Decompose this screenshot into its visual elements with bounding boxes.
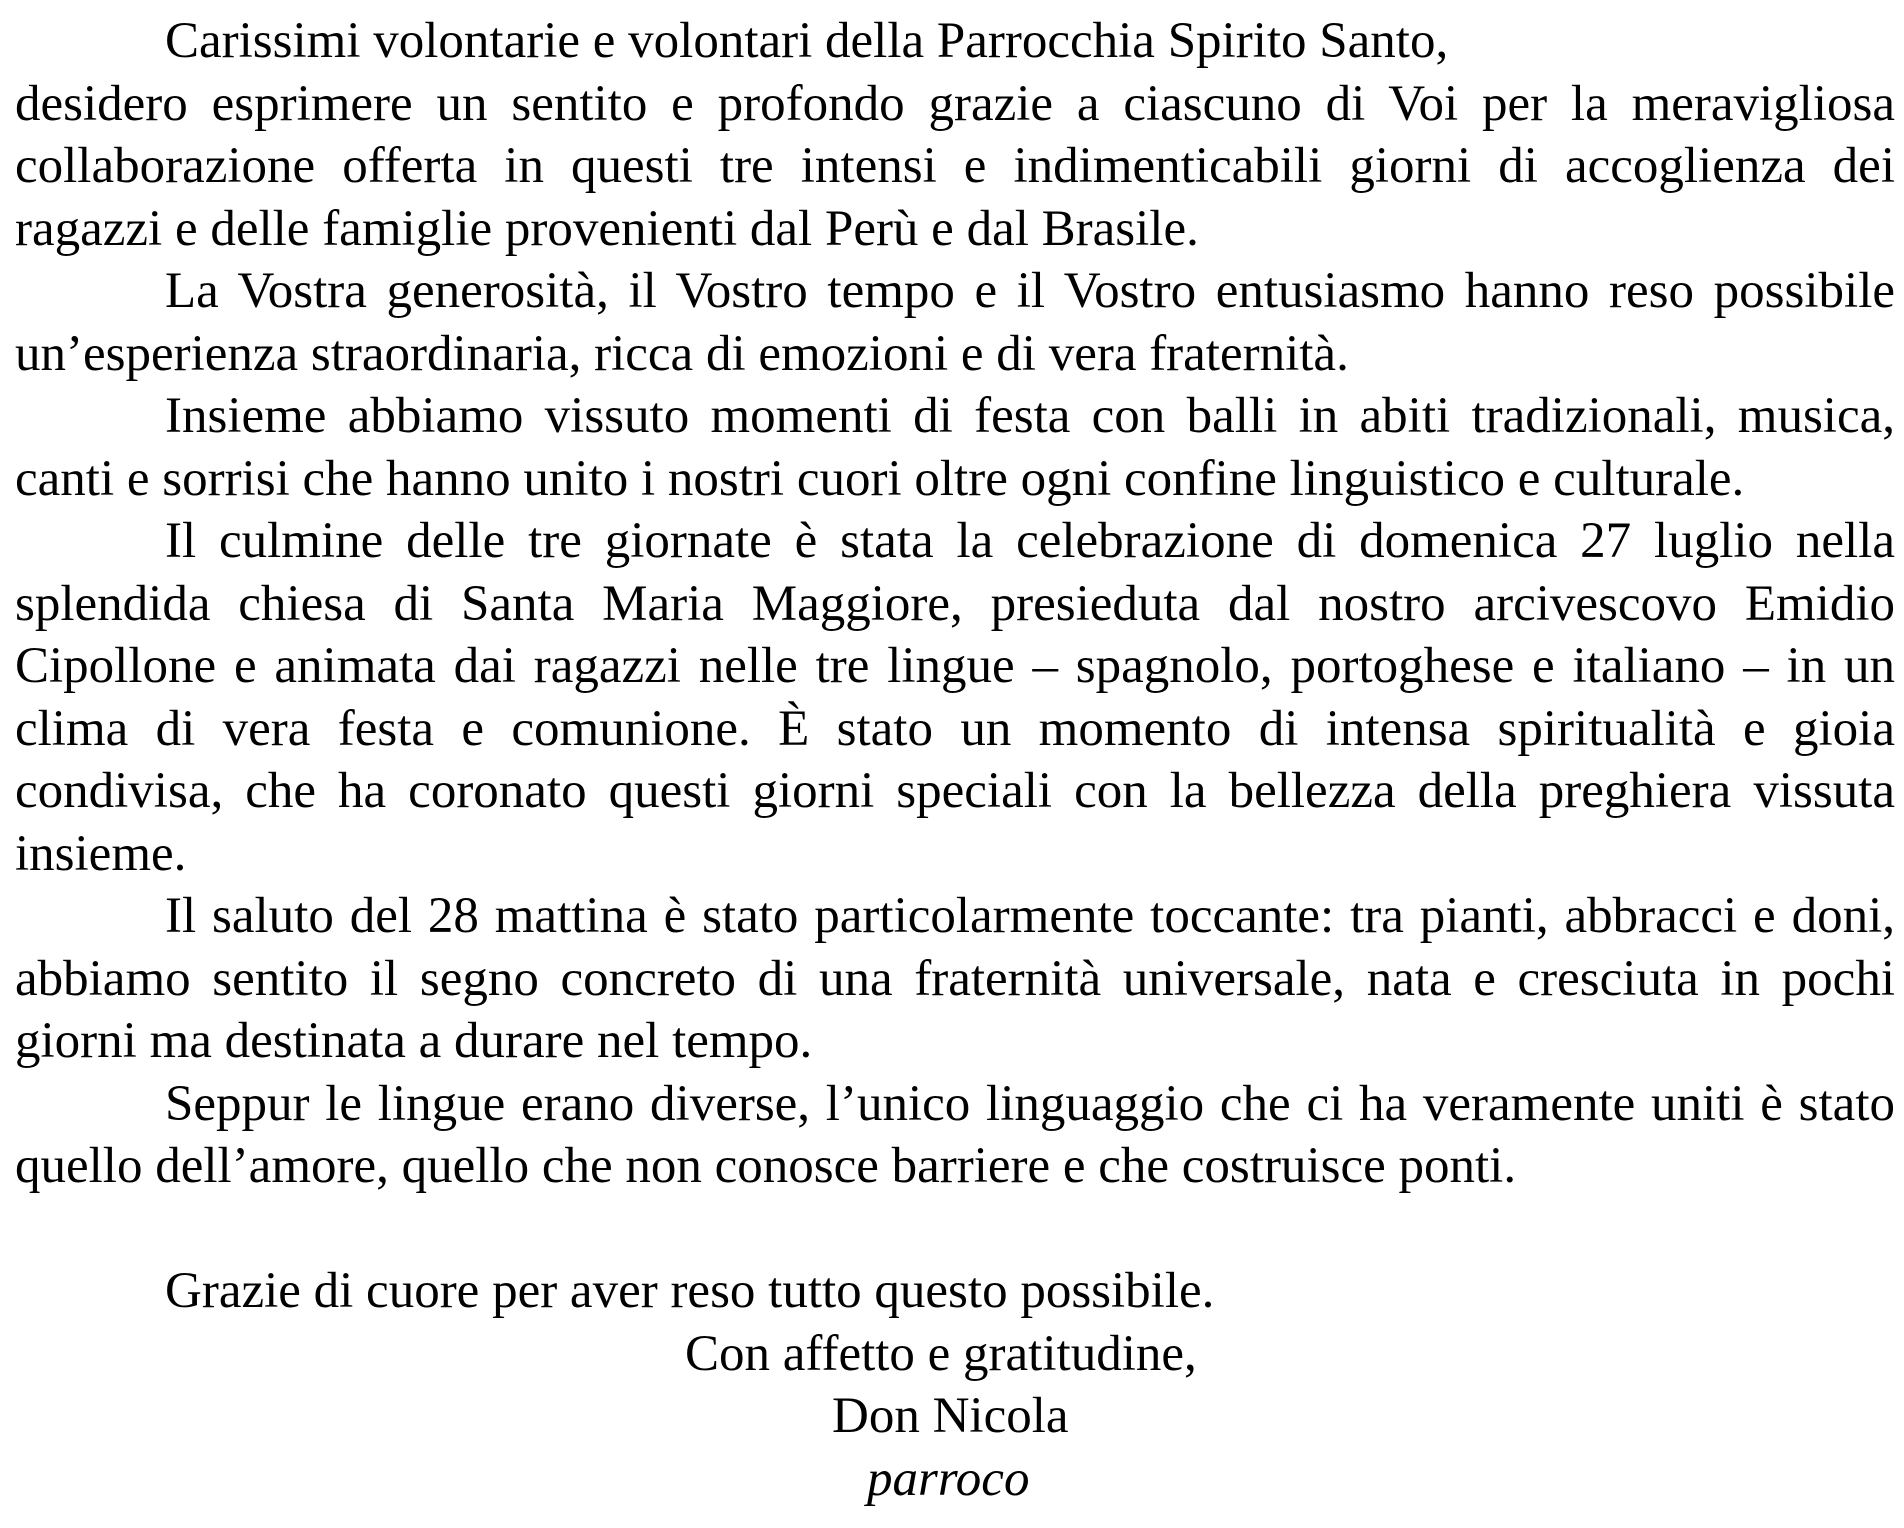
paragraph-farewell: Il saluto del 28 mattina è stato particolarmente toccante: tra pianti, abbracci e doni, abbiamo sentito il segno concreto di una fraternità universale, nata e cresciuta in pochi giorni ma destinata a durare nel tempo.	[15, 888, 1895, 1069]
closing-line: Con affetto e gratitudine,	[685, 1325, 1197, 1382]
paragraph-generosity: La Vostra generosità, il Vostro tempo e il Vostro entusiasmo hanno reso possibile un’esperienza straordinaria, ricca di emozioni e di vera fraternità.	[15, 263, 1895, 382]
paragraph-language-of-love: Seppur le lingue erano diverse, l’unico linguaggio che ci ha veramente uniti è stato quello dell’amore, quello che non conosce barriere e che costruisce ponti.	[15, 1075, 1895, 1194]
spacer	[15, 1198, 1895, 1261]
paragraph-celebration-moments: Insieme abbiamo vissuto momenti di festa con balli in abiti tradizionali, musica, canti e sorrisi che hanno unito i nostri cuori oltre ogni confine linguistico e culturale.	[15, 388, 1895, 507]
letter-body	[15, 10, 1895, 1510]
signature-name: Don Nicola	[832, 1388, 1069, 1444]
paragraph-mass-celebration: Il culmine delle tre giornate è stata la celebrazione di domenica 27 luglio nella splendida chiesa di Santa Maria Maggiore, presieduta dal nostro arcivescovo Emidio Cipollone e animata dai ragazzi nelle tre lingue – spagnolo, portoghese e italiano – in un clima di vera festa e comunione. È stato un momento di intensa spiritualità e gioia condivisa, che ha coronato questi giorni speciali con la bellezza della preghiera vissuta insieme.	[15, 513, 1895, 882]
letter-greeting: Carissimi volontarie e volontari della Parrocchia Spirito Santo,	[165, 13, 1449, 69]
signature-role: parroco	[867, 1450, 1030, 1507]
thanks-line: Grazie di cuore per aver reso tutto questo possibile.	[165, 1263, 1215, 1319]
paragraph-thanks-intro: desidero esprimere un sentito e profondo grazie a ciascuno di Voi per la meravigliosa collaborazione offerta in questi tre intensi e indimenticabili giorni di accoglienza dei ragazzi e delle famiglie provenienti dal Perù e dal Brasile.	[15, 75, 1895, 257]
